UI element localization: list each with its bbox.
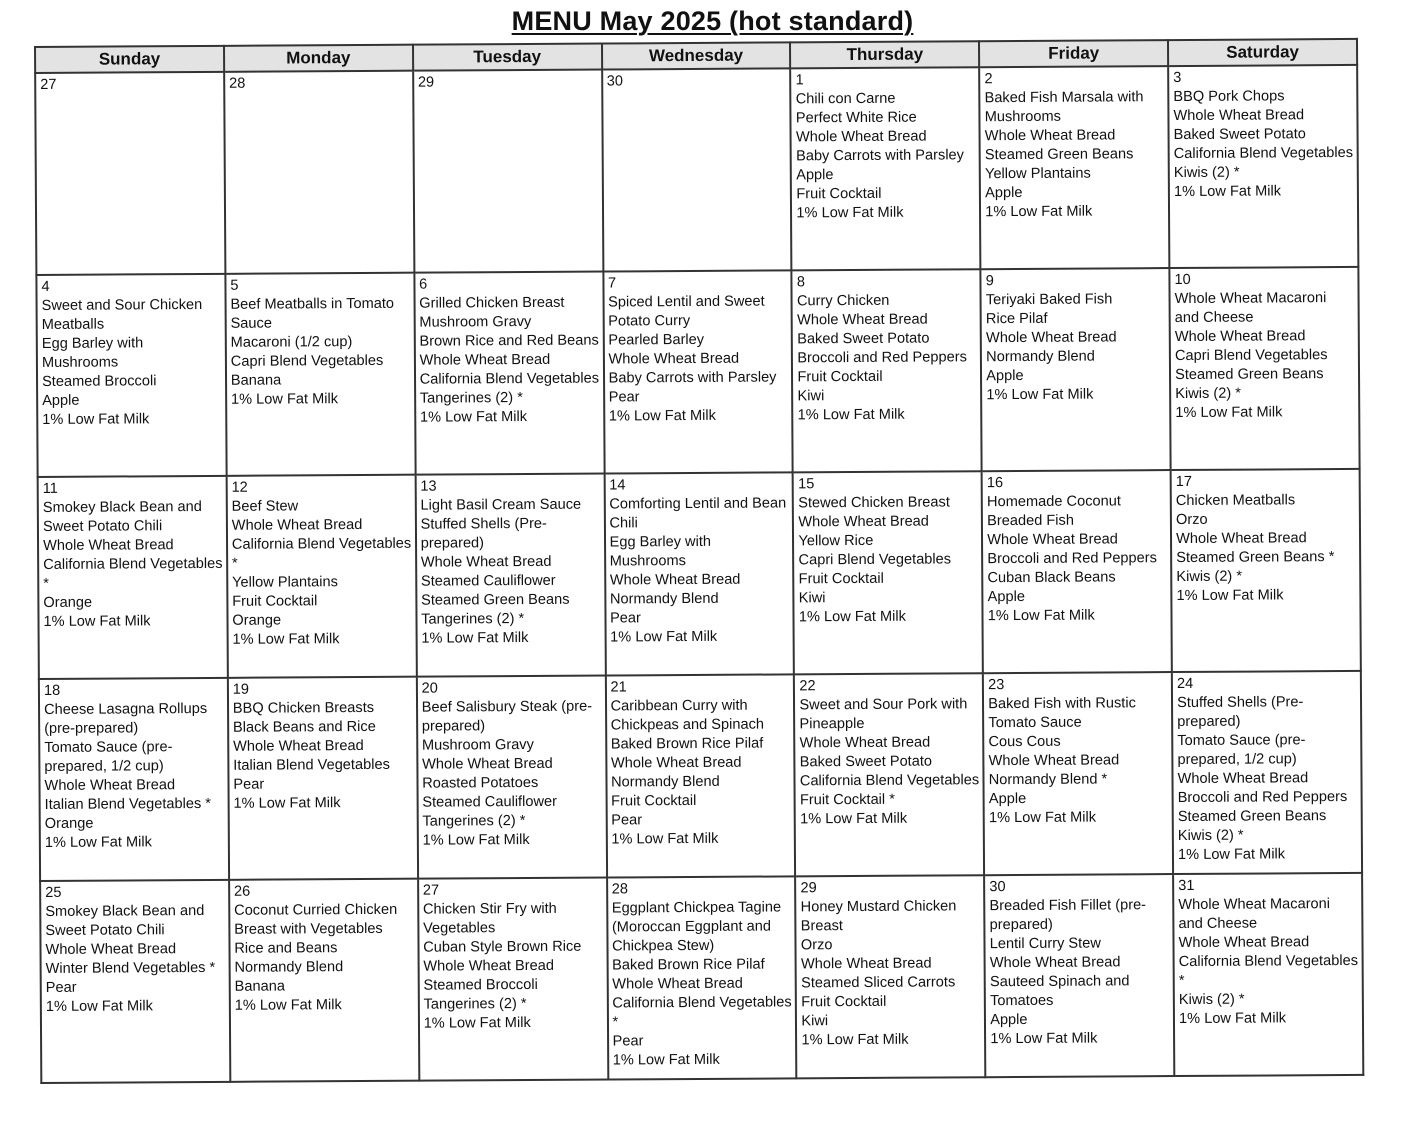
menu-item: Chicken Meatballs bbox=[1175, 492, 1296, 510]
menu-item: Fruit Cocktail bbox=[797, 368, 883, 386]
day-cell bbox=[417, 676, 607, 879]
day-cell bbox=[982, 470, 1172, 673]
day-number: 8 bbox=[796, 274, 806, 291]
menu-item: Rice Pilaf bbox=[985, 310, 1048, 328]
day-cell bbox=[36, 274, 226, 477]
menu-item: Apple bbox=[796, 167, 834, 184]
menu-item: Kiwis (2) * bbox=[1173, 164, 1240, 182]
day-number: 27 bbox=[40, 76, 57, 93]
menu-item: Honey Mustard Chicken Breast bbox=[800, 898, 957, 935]
day-number: 30 bbox=[606, 73, 624, 90]
menu-item: Whole Wheat Macaroni and Cheese bbox=[1178, 896, 1331, 933]
day-number: 16 bbox=[986, 475, 1004, 492]
menu-item: Steamed Green Beans bbox=[1177, 808, 1327, 826]
menu-item: Kiwis (2) * bbox=[1178, 991, 1245, 1009]
menu-item: California Blend Vegetables * bbox=[612, 994, 792, 1031]
day-number: 12 bbox=[231, 479, 248, 496]
day-cell bbox=[603, 270, 793, 473]
menu-item: Apple bbox=[986, 367, 1024, 385]
menu-item: Egg Barley with Mushrooms bbox=[609, 533, 712, 570]
menu-item: Smokey Black Bean and Sweet Potato Chili bbox=[45, 902, 205, 939]
menu-item: Whole Wheat Bread bbox=[608, 350, 740, 368]
menu-item: 1% Low Fat Milk bbox=[986, 386, 1094, 404]
calendar-body bbox=[35, 65, 1363, 1083]
weekday-header-wednesday: Wednesday bbox=[602, 42, 791, 69]
menu-item: Baked Sweet Potato bbox=[797, 330, 930, 348]
menu-item: Stuffed Shells (Pre-prepared) bbox=[1177, 694, 1304, 731]
menu-item: Comforting Lentil and Bean Chili bbox=[609, 495, 787, 532]
menu-item: 1% Low Fat Milk bbox=[1177, 846, 1286, 864]
day-number: 1 bbox=[795, 72, 804, 89]
menu-item: Homemade Coconut Breaded Fish bbox=[986, 493, 1121, 530]
menu-item: Normandy Blend bbox=[234, 959, 344, 976]
menu-item: Baked Sweet Potato bbox=[799, 753, 933, 771]
menu-item: Roasted Potatoes bbox=[422, 774, 539, 792]
menu-item: Baked Sweet Potato bbox=[1173, 126, 1306, 144]
day-number: 7 bbox=[607, 275, 617, 292]
day-number: 22 bbox=[799, 678, 816, 695]
day-cell bbox=[226, 475, 416, 678]
menu-item: Sauteed Spinach and Tomatoes bbox=[989, 973, 1130, 1010]
menu-item: 1% Low Fat Milk bbox=[610, 628, 718, 646]
menu-item: Tomato Sauce (pre-prepared, 1/2 cup) bbox=[1177, 732, 1306, 769]
menu-item: Perfect White Rice bbox=[795, 109, 917, 127]
menu-item: Beef Stew bbox=[231, 498, 299, 515]
menu-item: California Blend Vegetables bbox=[1173, 144, 1354, 163]
menu-item: 1% Low Fat Milk bbox=[42, 411, 150, 428]
menu-item: Apple bbox=[985, 184, 1023, 202]
day-cell bbox=[225, 273, 415, 476]
menu-item: Pear bbox=[609, 610, 641, 627]
menu-item: Rice and Beans bbox=[234, 940, 338, 957]
day-number: 2 bbox=[984, 71, 993, 88]
menu-item: Steamed Green Beans bbox=[1175, 366, 1324, 384]
menu-item: Black Beans and Rice bbox=[232, 718, 376, 736]
menu-item: Tangerines (2) * bbox=[423, 996, 527, 1013]
weekday-header-sunday: Sunday bbox=[35, 46, 224, 73]
day-cell bbox=[224, 71, 414, 274]
menu-item: Whole Wheat Bread bbox=[420, 553, 552, 571]
menu-item: Winter Blend Vegetables * bbox=[45, 959, 216, 977]
menu-item: Baked Fish Marsala with Mushrooms bbox=[984, 89, 1144, 126]
menu-item: Pear bbox=[45, 979, 77, 996]
day-number: 20 bbox=[421, 680, 438, 697]
menu-item: Pearled Barley bbox=[608, 331, 705, 349]
menu-item: Orange bbox=[44, 815, 94, 832]
menu-item: Baked Brown Rice Pilaf bbox=[610, 735, 764, 753]
menu-item: Whole Wheat Bread bbox=[797, 311, 928, 329]
menu-item: Chili con Carne bbox=[795, 90, 896, 108]
menu-item: Fruit Cocktail bbox=[796, 185, 882, 203]
menu-item: Broccoli and Red Peppers bbox=[1177, 788, 1348, 807]
menu-item: 1% Low Fat Milk bbox=[987, 607, 1095, 625]
day-cell bbox=[794, 673, 984, 876]
day-cell bbox=[1172, 671, 1362, 874]
menu-item: Caribbean Curry with Chickpeas and Spinach bbox=[610, 697, 765, 734]
day-cell bbox=[228, 677, 418, 880]
menu-item: Whole Wheat Bread bbox=[44, 777, 176, 794]
menu-item: Yellow Plantains bbox=[984, 165, 1091, 183]
menu-item: Steamed Cauliflower bbox=[422, 793, 558, 811]
day-cell bbox=[602, 68, 792, 271]
menu-item: Apple bbox=[987, 588, 1025, 606]
menu-item: Yellow Rice bbox=[798, 532, 874, 550]
weekday-header-saturday: Saturday bbox=[1168, 39, 1357, 66]
day-cell bbox=[979, 66, 1169, 269]
menu-item: 1% Low Fat Milk bbox=[234, 997, 342, 1014]
menu-item: Whole Wheat Bread bbox=[1178, 934, 1310, 952]
menu-item: Light Basil Cream Sauce bbox=[420, 496, 582, 514]
day-cell bbox=[791, 67, 981, 270]
menu-item: Capri Blend Vegetables bbox=[230, 352, 384, 370]
day-cell bbox=[1171, 469, 1361, 672]
week-row bbox=[36, 267, 1359, 477]
day-number: 27 bbox=[422, 882, 440, 899]
menu-item: 1% Low Fat Milk bbox=[1178, 1010, 1287, 1028]
day-cell bbox=[39, 678, 229, 881]
menu-item: 1% Low Fat Milk bbox=[233, 795, 341, 812]
menu-item: Whole Wheat Bread bbox=[987, 531, 1118, 549]
menu-item: Whole Wheat Bread bbox=[43, 537, 174, 554]
day-cell bbox=[604, 472, 794, 675]
menu-item: Tangerines (2) * bbox=[422, 813, 526, 830]
menu-item: Broccoli and Red Peppers bbox=[797, 349, 967, 367]
week-row bbox=[40, 873, 1363, 1083]
day-number: 13 bbox=[420, 478, 437, 495]
menu-item: Capri Blend Vegetables bbox=[798, 551, 952, 569]
day-cell bbox=[38, 476, 228, 679]
menu-item: Yellow Plantains bbox=[232, 574, 338, 591]
menu-item: California Blend Vegetables bbox=[799, 772, 980, 790]
day-number: 14 bbox=[609, 477, 626, 494]
menu-item: Whole Wheat Bread bbox=[610, 754, 742, 772]
menu-item: Capri Blend Vegetables bbox=[1174, 347, 1328, 365]
day-cell bbox=[40, 880, 230, 1083]
menu-item: 1% Low Fat Milk bbox=[422, 831, 530, 849]
menu-item: Whole Wheat Bread bbox=[984, 127, 1116, 145]
menu-item: Cuban Style Brown Rice bbox=[423, 938, 582, 956]
day-number: 25 bbox=[45, 884, 62, 901]
menu-item: Tangerines (2) * bbox=[419, 390, 523, 407]
day-number: 31 bbox=[1178, 877, 1195, 895]
weekday-header-thursday: Thursday bbox=[790, 41, 979, 68]
menu-item: Pear bbox=[608, 389, 640, 406]
menu-item: Steamed Broccoli bbox=[42, 373, 157, 390]
menu-item: Pear bbox=[233, 776, 265, 793]
menu-item: Italian Blend Vegetables * bbox=[44, 795, 212, 813]
menu-item: California Blend Vegetables * bbox=[1178, 952, 1359, 990]
menu-item: Kiwi bbox=[801, 1013, 829, 1030]
menu-item: Normandy Blend bbox=[609, 590, 719, 608]
menu-item: 1% Low Fat Milk bbox=[421, 629, 529, 647]
menu-item: Baby Carrots with Parsley bbox=[608, 369, 777, 387]
week-row bbox=[39, 671, 1362, 881]
menu-item: Cheese Lasagna Rollups (pre-prepared) bbox=[44, 700, 208, 737]
menu-item: Sweet and Sour Pork with Pineapple bbox=[799, 696, 968, 733]
menu-item: Whole Wheat Bread bbox=[1174, 328, 1306, 346]
menu-item: Cuban Black Beans bbox=[987, 569, 1116, 587]
menu-item: Pear bbox=[611, 812, 643, 829]
menu-item: Egg Barley with Mushrooms bbox=[41, 335, 144, 371]
weekday-header-monday: Monday bbox=[224, 45, 413, 72]
menu-item: Steamed Green Beans * bbox=[1176, 549, 1335, 567]
menu-item: 1% Low Fat Milk bbox=[232, 631, 340, 648]
menu-item: Pear bbox=[612, 1033, 644, 1050]
day-cell bbox=[605, 674, 795, 877]
menu-item: 1% Low Fat Milk bbox=[419, 408, 528, 426]
menu-item: Brown Rice and Red Beans bbox=[419, 332, 599, 350]
menu-item: Apple bbox=[990, 1011, 1028, 1029]
menu-item: Lentil Curry Stew bbox=[989, 935, 1101, 953]
menu-item: Grilled Chicken Breast bbox=[419, 294, 565, 312]
menu-item: Normandy Blend bbox=[986, 348, 1095, 366]
menu-item: Whole Wheat Bread bbox=[1177, 770, 1309, 788]
menu-item: 1% Low Fat Milk bbox=[1175, 404, 1283, 422]
day-number: 28 bbox=[611, 881, 628, 898]
menu-item: Kiwi bbox=[798, 590, 826, 607]
menu-item: 1% Low Fat Milk bbox=[797, 406, 905, 424]
menu-item: Macaroni (1/2 cup) bbox=[230, 334, 353, 351]
menu-item: 1% Low Fat Milk bbox=[798, 608, 906, 626]
menu-item: 1% Low Fat Milk bbox=[1173, 183, 1282, 201]
menu-item: 1% Low Fat Milk bbox=[990, 1030, 1098, 1048]
menu-item: Whole Wheat Bread bbox=[988, 752, 1120, 770]
menu-item: Stewed Chicken Breast bbox=[798, 494, 950, 512]
day-number: 10 bbox=[1174, 271, 1191, 289]
day-cell bbox=[795, 875, 985, 1078]
week-row bbox=[38, 469, 1361, 679]
day-number: 24 bbox=[1176, 675, 1194, 693]
menu-item: Fruit Cocktail bbox=[801, 993, 887, 1011]
menu-item: Steamed Green Beans bbox=[984, 146, 1134, 164]
menu-item: Tomato Sauce (pre-prepared, 1/2 cup) bbox=[44, 739, 173, 775]
menu-item: Whole Wheat Bread bbox=[231, 517, 363, 534]
menu-item: Kiwis (2) * bbox=[1177, 827, 1244, 845]
menu-item: 1% Low Fat Milk bbox=[612, 1051, 720, 1069]
menu-item: California Blend Vegetables bbox=[419, 370, 600, 388]
menu-item: 1% Low Fat Milk bbox=[43, 613, 151, 630]
day-number: 17 bbox=[1175, 473, 1193, 491]
menu-item: Curry Chicken bbox=[796, 292, 890, 310]
page-title: MENU May 2025 (hot standard) bbox=[511, 6, 914, 36]
weekday-header-tuesday: Tuesday bbox=[413, 44, 602, 71]
day-cell bbox=[418, 878, 608, 1081]
menu-item: Baby Carrots with Parsley bbox=[796, 147, 964, 165]
menu-item: Whole Wheat Bread bbox=[800, 955, 932, 973]
menu-item: Mushroom Gravy bbox=[419, 313, 532, 331]
day-number: 5 bbox=[230, 277, 239, 294]
menu-item: Fruit Cocktail bbox=[798, 570, 884, 588]
menu-item: Coconut Curried Chicken Breast with Vegetables bbox=[234, 901, 398, 938]
menu-item: Kiwis (2) * bbox=[1176, 568, 1243, 586]
menu-item: Whole Wheat Bread bbox=[423, 957, 554, 975]
menu-item: Steamed Broccoli bbox=[423, 976, 538, 994]
weekday-header-friday: Friday bbox=[979, 40, 1168, 67]
day-number: 29 bbox=[417, 74, 435, 91]
day-number: 26 bbox=[233, 883, 251, 900]
menu-item: Orzo bbox=[800, 937, 833, 954]
menu-item: Banana bbox=[234, 978, 285, 995]
day-number: 6 bbox=[419, 276, 428, 293]
day-number: 11 bbox=[42, 480, 58, 497]
menu-calendar bbox=[34, 38, 1364, 1084]
menu-item: Cous Cous bbox=[988, 733, 1061, 751]
menu-item: Orzo bbox=[1175, 511, 1208, 529]
menu-item: Whole Wheat Bread bbox=[1176, 530, 1307, 548]
menu-item: Whole Wheat Bread bbox=[612, 975, 743, 993]
menu-item: 1% Low Fat Milk bbox=[801, 1031, 909, 1049]
menu-item: Normandy Blend * bbox=[988, 771, 1108, 789]
day-number: 18 bbox=[43, 682, 61, 699]
menu-item: Whole Wheat Bread bbox=[422, 755, 553, 773]
menu-item: Whole Wheat Bread bbox=[419, 351, 551, 369]
menu-item: Beef Meatballs in Tomato Sauce bbox=[230, 295, 395, 332]
menu-item: Beef Salisbury Steak (pre-prepared) bbox=[421, 698, 593, 735]
menu-item: Mushroom Gravy bbox=[421, 736, 534, 754]
menu-item: Chicken Stir Fry with Vegetables bbox=[422, 900, 557, 937]
menu-item: Whole Wheat Bread bbox=[798, 513, 929, 531]
menu-item: Spiced Lentil and Sweet Potato Curry bbox=[608, 293, 765, 330]
day-cell bbox=[983, 672, 1173, 875]
day-number: 29 bbox=[800, 880, 817, 897]
menu-item: Breaded Fish Fillet (pre-prepared) bbox=[989, 897, 1147, 934]
day-cell bbox=[984, 874, 1174, 1077]
menu-item: Italian Blend Vegetables bbox=[233, 756, 390, 774]
menu-item: Teriyaki Baked Fish bbox=[985, 291, 1113, 309]
menu-item: BBQ Chicken Breasts bbox=[232, 699, 375, 717]
day-cell bbox=[1169, 267, 1359, 470]
menu-item: Orange bbox=[43, 594, 93, 611]
day-cell bbox=[792, 269, 982, 472]
menu-item: Eggplant Chickpea Tagine (Moroccan Eggplant and Chickpea Stew) bbox=[611, 899, 782, 955]
menu-item: Fruit Cocktail * bbox=[799, 791, 895, 809]
day-cell bbox=[415, 474, 605, 677]
day-number: 15 bbox=[798, 476, 815, 493]
menu-item: Steamed Cauliflower bbox=[420, 572, 556, 590]
menu-item: Tangerines (2) * bbox=[421, 611, 525, 628]
menu-item: Orange bbox=[232, 612, 282, 629]
menu-item: Whole Wheat Bread bbox=[233, 737, 364, 755]
menu-item: Banana bbox=[230, 372, 282, 389]
menu-item: Apple bbox=[988, 790, 1027, 808]
day-cell bbox=[793, 471, 983, 674]
menu-item: 1% Low Fat Milk bbox=[608, 407, 716, 425]
day-cell bbox=[1168, 65, 1358, 268]
menu-item: Baked Fish with Rustic Tomato Sauce bbox=[988, 695, 1136, 732]
menu-item: 1% Low Fat Milk bbox=[985, 203, 1093, 221]
menu-item: Broccoli and Red Peppers bbox=[987, 550, 1157, 568]
menu-item: California Blend Vegetables * bbox=[43, 555, 223, 592]
menu-item: Steamed Sliced Carrots bbox=[801, 974, 956, 992]
day-cell bbox=[607, 876, 797, 1079]
menu-item: Fruit Cocktail bbox=[232, 593, 318, 610]
day-cell bbox=[229, 879, 419, 1082]
menu-item: 1% Low Fat Milk bbox=[796, 204, 904, 222]
menu-item: 1% Low Fat Milk bbox=[800, 810, 908, 828]
menu-item: Smokey Black Bean and Sweet Potato Chili bbox=[42, 498, 202, 535]
day-number: 21 bbox=[610, 679, 627, 696]
menu-item: 1% Low Fat Milk bbox=[230, 391, 339, 408]
day-number: 28 bbox=[229, 75, 246, 92]
menu-item: 1% Low Fat Milk bbox=[44, 834, 152, 851]
menu-item: Whole Wheat Bread bbox=[799, 734, 931, 752]
menu-item: Kiwis (2) * bbox=[1175, 385, 1241, 403]
menu-item: Sweet and Sour Chicken Meatballs bbox=[41, 296, 203, 333]
menu-item: Whole Wheat Macaroni and Cheese bbox=[1174, 290, 1327, 327]
menu-item: Baked Brown Rice Pilaf bbox=[612, 956, 765, 974]
menu-item: California Blend Vegetables * bbox=[231, 535, 412, 572]
day-cell bbox=[1173, 873, 1363, 1076]
menu-item: Whole Wheat Bread bbox=[1173, 107, 1305, 125]
menu-item: 1% Low Fat Milk bbox=[1176, 587, 1284, 605]
menu-item: 1% Low Fat Milk bbox=[611, 830, 719, 848]
menu-item: Steamed Green Beans bbox=[421, 591, 570, 609]
menu-item: Whole Wheat Bread bbox=[795, 128, 927, 146]
week-row bbox=[35, 65, 1358, 275]
menu-item: Kiwi bbox=[797, 388, 825, 405]
menu-item: Whole Wheat Bread bbox=[609, 571, 741, 589]
menu-item: 1% Low Fat Milk bbox=[423, 1014, 531, 1032]
menu-item: Normandy Blend bbox=[610, 773, 720, 791]
day-number: 4 bbox=[41, 278, 50, 295]
menu-item: Whole Wheat Bread bbox=[45, 941, 177, 958]
day-number: 30 bbox=[989, 879, 1006, 896]
menu-item: 1% Low Fat Milk bbox=[988, 809, 1097, 827]
menu-item: Apple bbox=[42, 392, 80, 409]
day-cell bbox=[35, 72, 225, 275]
day-number: 19 bbox=[232, 681, 250, 698]
day-number: 23 bbox=[988, 677, 1005, 694]
menu-item: 1% Low Fat Milk bbox=[45, 998, 153, 1015]
day-cell bbox=[413, 70, 603, 273]
day-cell bbox=[981, 268, 1171, 471]
menu-item: BBQ Pork Chops bbox=[1173, 88, 1285, 106]
day-cell bbox=[414, 272, 604, 475]
menu-item: Whole Wheat Bread bbox=[985, 329, 1117, 347]
day-number: 9 bbox=[985, 273, 994, 290]
menu-item: Fruit Cocktail bbox=[611, 792, 697, 810]
day-number: 3 bbox=[1173, 69, 1182, 87]
menu-item: Stuffed Shells (Pre-prepared) bbox=[420, 515, 547, 552]
menu-item: Whole Wheat Bread bbox=[989, 954, 1121, 972]
